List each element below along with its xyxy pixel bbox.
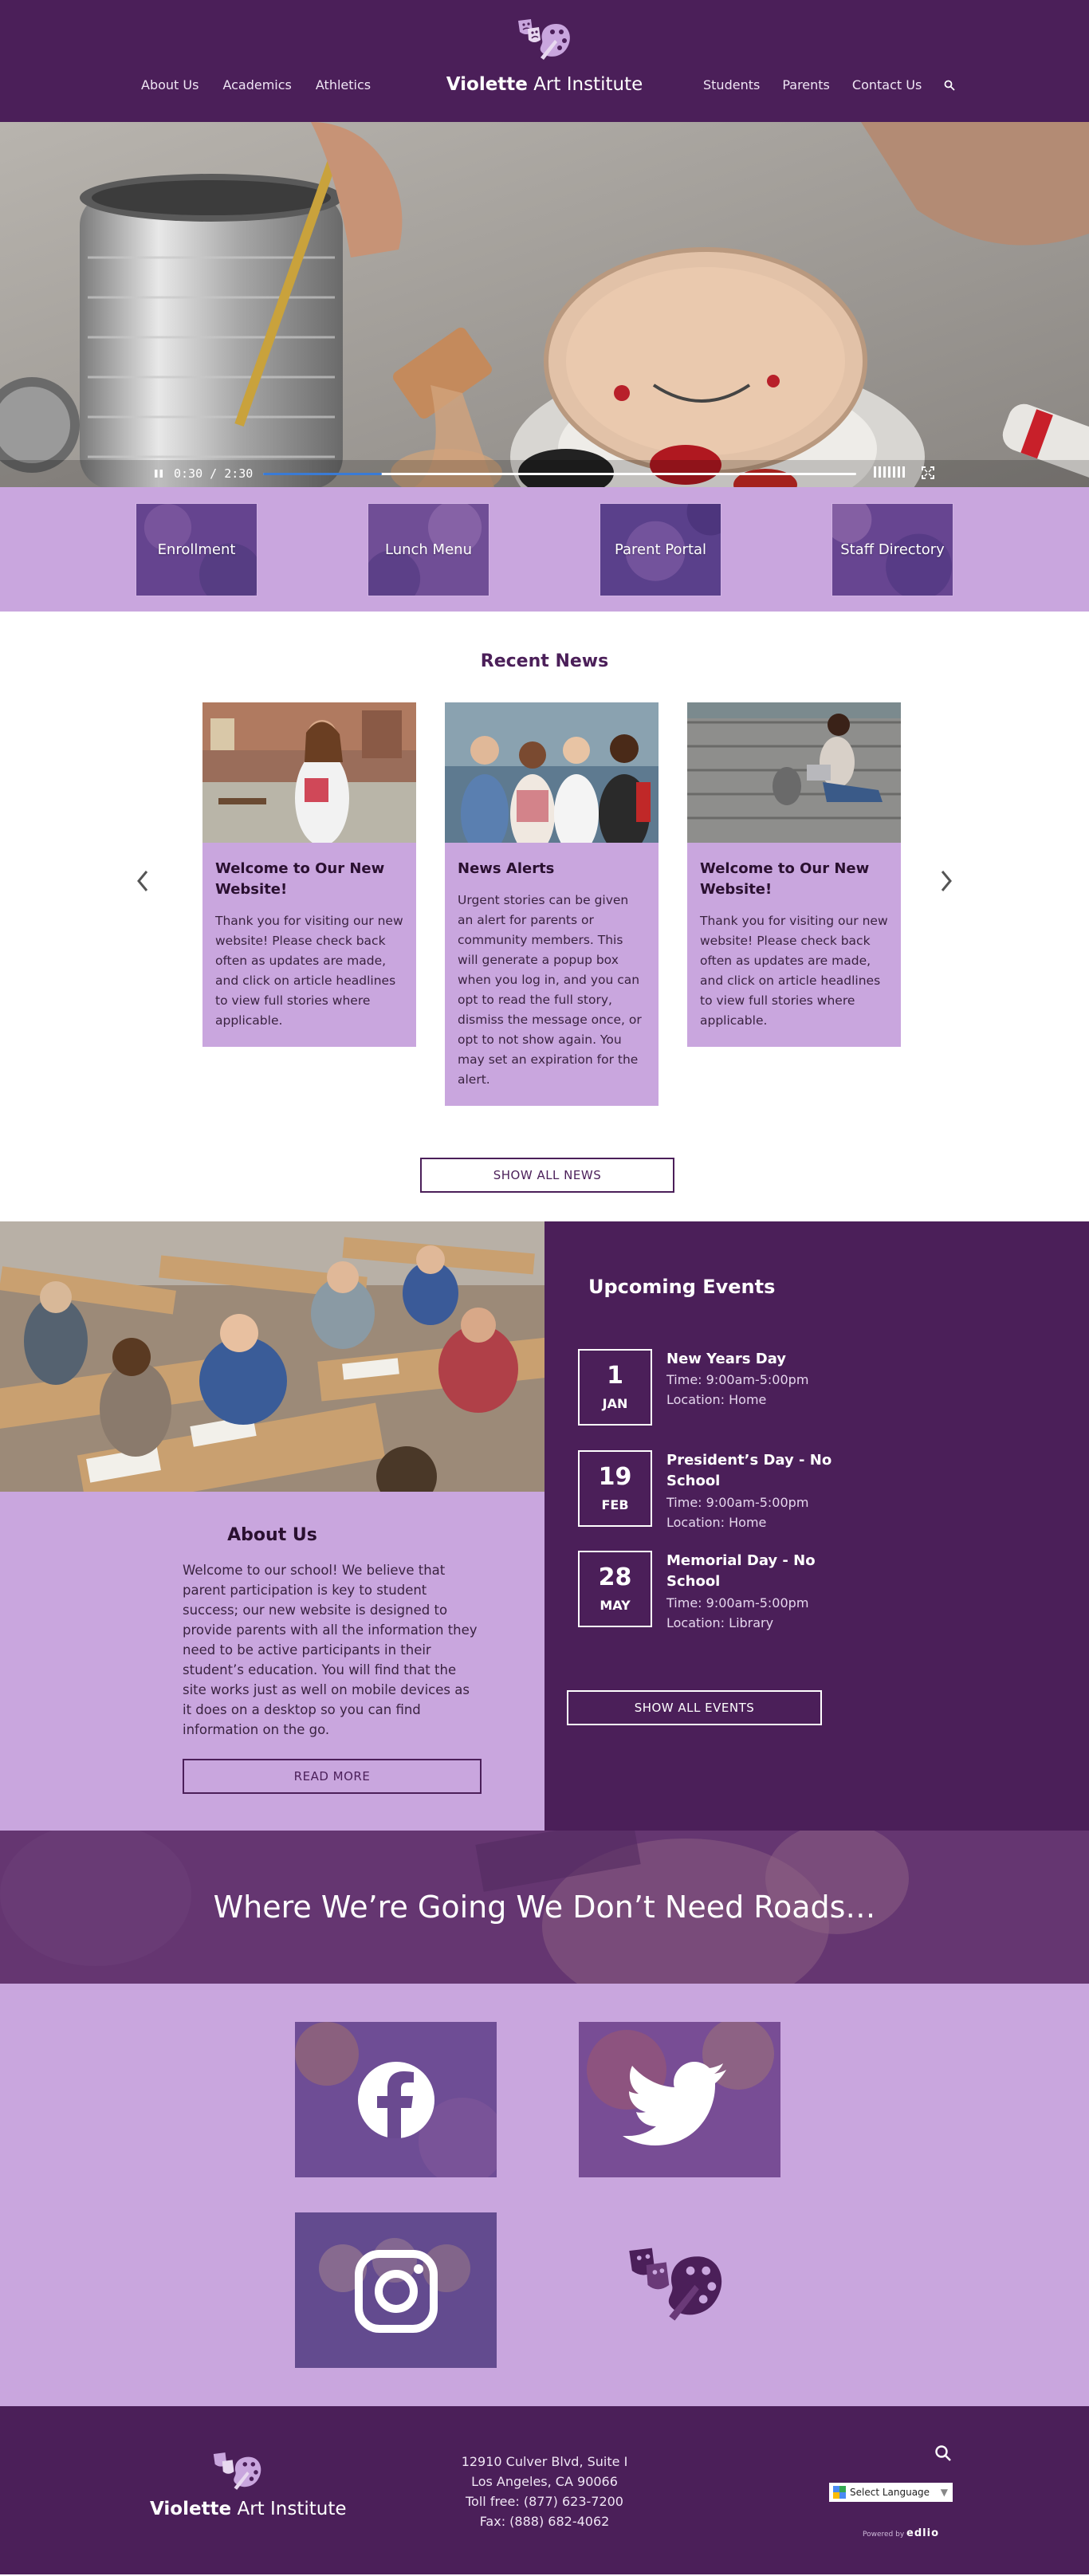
video-progress-fill [263, 473, 382, 475]
primary-nav-right [703, 77, 955, 92]
news-title[interactable]: Welcome to Our New Website! [700, 860, 870, 898]
event-location: Location: Home [666, 1392, 767, 1407]
instagram-icon [295, 2212, 497, 2368]
chevron-right-icon[interactable] [938, 865, 957, 897]
event-date: 19 FEB [578, 1450, 652, 1527]
about-heading: About Us [227, 1525, 317, 1545]
event-date: 1 JAN [578, 1349, 652, 1426]
address-line: Los Angeles, CA 90066 [471, 2474, 618, 2489]
events-panel [544, 1221, 1089, 1831]
event-location: Location: Home [666, 1515, 767, 1530]
about-panel [0, 1221, 544, 1831]
language-selector[interactable]: Select Language ▼ [829, 2483, 953, 2502]
twitter-icon [579, 2022, 780, 2177]
quote-banner [0, 1831, 1089, 1984]
nav-academics[interactable]: Academics [222, 77, 292, 92]
recent-news [0, 612, 1089, 1221]
about-events-section [0, 1221, 1089, 1831]
twitter-link[interactable] [579, 2022, 780, 2177]
site-title-link[interactable]: Violette Art Institute [446, 74, 643, 95]
news-body: Urgent stories can be given an alert for parents or community members. This will generate a popup box when you log in, and you can opt to read the full story, dismiss the message once, or opt to not show again. You may set an expiration for the alert. [458, 893, 642, 1087]
event-title[interactable]: Memorial Day - No School [666, 1552, 816, 1590]
facebook-link[interactable] [295, 2022, 497, 2177]
primary-nav-left [141, 77, 371, 92]
volume-icon[interactable] [874, 466, 905, 478]
news-title[interactable]: News Alerts [458, 860, 555, 877]
event-date: 28 MAY [578, 1551, 652, 1627]
events-heading: Upcoming Events [588, 1276, 776, 1298]
search-icon[interactable] [934, 2444, 952, 2462]
art-palette-logo-icon[interactable] [517, 18, 574, 62]
read-more-button[interactable]: READ MORE [183, 1759, 482, 1794]
event-location: Location: Library [666, 1615, 774, 1630]
nav-athletics[interactable]: Athletics [315, 77, 372, 92]
video-controls [0, 460, 1089, 487]
event-time: Time: 9:00am-5:00pm [666, 1372, 809, 1387]
footer-title[interactable]: Violette Art Institute [150, 2499, 347, 2519]
event-title[interactable]: New Years Day [666, 1351, 787, 1367]
classroom-photo [0, 1221, 544, 1492]
facebook-icon [295, 2022, 497, 2177]
news-photo [445, 702, 659, 843]
news-title[interactable]: Welcome to Our New Website! [215, 860, 385, 898]
fullscreen-icon[interactable] [922, 466, 934, 479]
phone[interactable]: Toll free: (877) 623-7200 [466, 2494, 623, 2509]
about-body: Welcome to our school! We believe that parent participation is key to student success; our new website is designed to provide parents with all the information they need to be active participants in their student’s education. You will find that the site works just as well on mobile devices as it does on a desktop so you can find information on the go. [183, 1563, 478, 1737]
nav-students[interactable]: Students [703, 77, 761, 92]
video-time: 0:30 / 2:30 [174, 466, 254, 481]
chevron-left-icon[interactable] [132, 865, 151, 897]
social-section [0, 1984, 1089, 2406]
nav-contact-us[interactable]: Contact Us [851, 77, 922, 92]
quick-link-enrollment[interactable]: Enrollment [136, 503, 258, 596]
event-time: Time: 9:00am-5:00pm [666, 1595, 809, 1610]
nav-parents[interactable]: Parents [782, 77, 830, 92]
hero-video[interactable] [0, 122, 1089, 487]
show-all-events-button[interactable]: SHOW ALL EVENTS [567, 1690, 822, 1725]
art-palette-logo-icon [626, 2245, 729, 2325]
quick-link-staff-directory[interactable]: Staff Directory [831, 503, 953, 596]
search-icon[interactable] [944, 80, 955, 91]
show-all-news-button[interactable]: SHOW ALL NEWS [420, 1158, 674, 1193]
site-footer [0, 2406, 1089, 2574]
news-card[interactable] [202, 702, 416, 1047]
instagram-link[interactable] [295, 2212, 497, 2368]
video-progress-bar[interactable] [263, 473, 856, 475]
event-title[interactable]: President’s Day - No School [666, 1452, 832, 1489]
address-line: 12910 Culver Blvd, Suite I [461, 2454, 628, 2469]
news-body: Thank you for visiting our new website! Please check back often as updates are made, and click on article headlines to view full stories where applicable. [215, 914, 403, 1028]
banner-text: Where We’re Going We Don’t Need Roads… [213, 1890, 876, 1925]
site-header [0, 0, 1089, 122]
quick-links [0, 487, 1089, 612]
nav-about-us[interactable]: About Us [141, 77, 199, 92]
news-photo [202, 702, 416, 843]
fax: Fax: (888) 682-4062 [479, 2514, 610, 2529]
quick-link-parent-portal[interactable]: Parent Portal [600, 503, 721, 596]
news-card[interactable] [687, 702, 901, 1047]
chevron-down-icon: ▼ [940, 2487, 948, 2498]
pause-icon[interactable] [153, 468, 164, 479]
hero-video-frame [0, 122, 1089, 487]
event-time: Time: 9:00am-5:00pm [666, 1495, 809, 1510]
news-photo [687, 702, 901, 843]
quick-link-lunch-menu[interactable]: Lunch Menu [368, 503, 489, 596]
news-card[interactable] [445, 702, 659, 1106]
news-heading: Recent News [480, 651, 609, 671]
news-body: Thank you for visiting our new website! Please check back often as updates are made, and click on article headlines to view full stories where applicable. [700, 914, 888, 1028]
google-translate-icon [833, 2486, 846, 2499]
powered-by[interactable]: Powered by edlio [863, 2527, 940, 2539]
